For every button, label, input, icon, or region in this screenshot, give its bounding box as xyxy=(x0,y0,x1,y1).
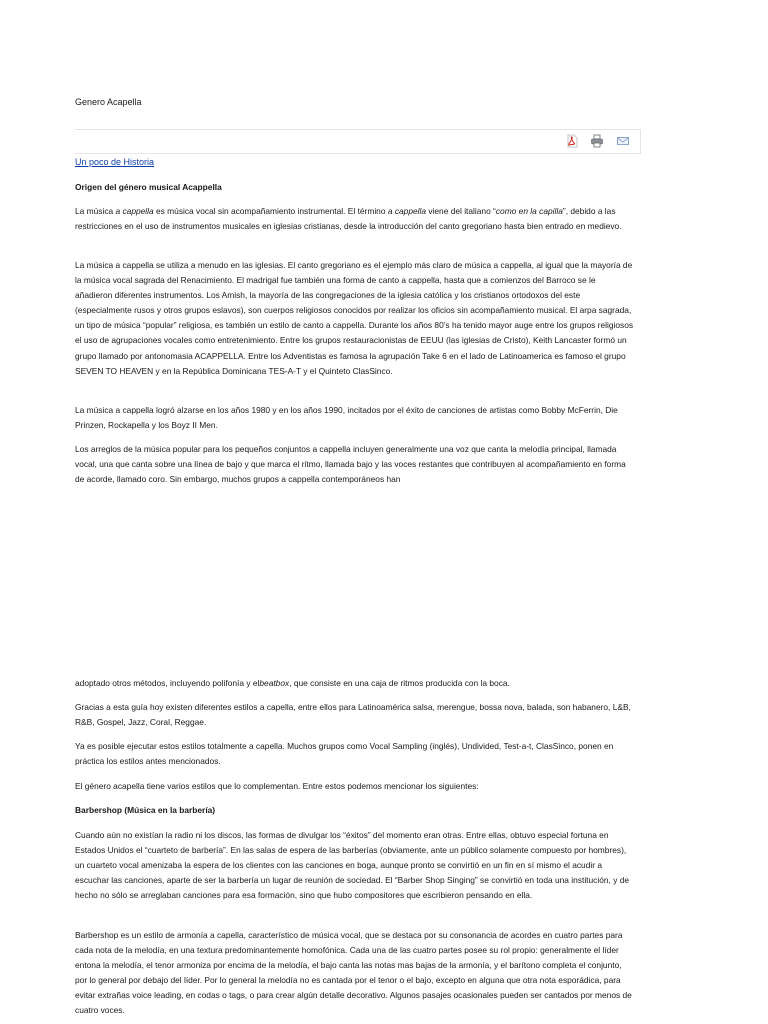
paragraph-1: La música a cappella es música vocal sin acompañamiento instrumental. El término a cappella viene del italiano “como en la capilla”, debido a las restricciones en el uso de instrumentos musicales en iglesias cristianas, desde la introducción del canto gregoriano hasta bien entrado en medievo. xyxy=(75,206,622,232)
pdf-icon[interactable] xyxy=(565,134,579,148)
heading-barbershop: Barbershop (Música en la barbería) xyxy=(75,805,216,815)
paragraph-6: Gracias a esta guía hoy existen diferentes estilos a capella, entre ellos para Latinoamérica salsa, merengue, bossa nova, balada, son habanero, L&B, R&B, Gospel, Jazz, Coral, Reggae. xyxy=(75,702,631,728)
paragraph-3: La música a cappella logró alzarse en los años 1980 y en los años 1990, incitados por el éxito de canciones de artistas como Bobby McFerrin, Die Prinzen, Rockapella y los Boyz II Men. xyxy=(75,405,618,431)
paragraph-10: Barbershop es un estilo de armonía a capella, característico de música vocal, que se destaca por su consonancia de acordes en cuatro partes para cada nota de la melodía, en una textura predominantemente homofónica. Cada una de las cuatro partes posee su rol propio: generalmente el líder entona la melodía, el tenor armoniza por encima de la melodía, el bajo canta las notas mas bajas de la armonía, y el barítono completa el conjunto, por lo general por debajo del líder. Por lo general la melodía no es cantada por el tenor o el bajo, excepto en alguna que otra nota esporádica, para evitar extrañas voice leading, en codas o tags, o para crear algún detalle decorativo. Algunos pasajes ocasionales pueden ser cantados por menos de cuatro voces. xyxy=(75,930,632,1016)
print-icon[interactable] xyxy=(590,134,604,148)
document-title: Genero Acapella xyxy=(75,97,142,107)
paragraph-4: Los arreglos de la música popular para los pequeños conjuntos a cappella incluyen generalmente una voz que canta la melodía principal, llamada vocal, una que canta sobre una línea de bajo y que marca el ritmo, llamada bajo y las voces restantes que contribuyen al acompañamiento en forma de acorde, llamado coro. Sin embargo, muchos grupos a cappella contemporáneos han xyxy=(75,444,626,485)
paragraph-8: El género acapella tiene varios estilos que lo complementan. Entre estos podemos mencionar los siguientes: xyxy=(75,781,479,791)
heading-origin: Origen del género musical Acappella xyxy=(75,182,222,192)
email-icon[interactable] xyxy=(616,134,630,148)
paragraph-9: Cuando aún no existían la radio ni los discos, las formas de divulgar los “éxitos” del momento eran otras. Entre ellas, obtuvo especial fortuna en Estados Unidos el “cuarteto de barbería”. En las salas de espera de las barberías (obviamente, ante un público solamente compuesto por hombres), un cuarteto vocal amenizaba la espera de los clientes con las canciones en boga, aunque pronto se convirtió en un fin en sí mismo el acudir a escuchar las canciones, aparte de ser la barbería un lugar de reunión de sociedad. El “Barber Shop Singing” se convirtió en toda una institución, y de hecho no sólo se arreglaban canciones para esa formación, sino que hubo compositores que escribieron pensando en ella. xyxy=(75,830,630,901)
paragraph-5: adoptado otros métodos, incluyendo polifonía y elbeatbox, que consiste en una caja de ritmos producida con la boca. xyxy=(75,678,510,688)
blank-space xyxy=(75,490,635,670)
paragraph-2: La música a cappella se utiliza a menudo en las iglesias. El canto gregoriano es el ejemplo más claro de música a cappella, al igual que la mayoría de la música vocal sagrada del Renacimiento. El madrigal fue también una forma de canto a cappella, hasta que a comienzos del Barroco se le añadieron diferentes instrumentos. Los Amish, la mayoría de las congregaciones de la iglesia católica y los cristianos ortodoxos del este (especialmente rusos y otros grupos eslavos), son cuerpos religiosos conocidos por realizar los oficios sin acompañamiento musical. El arpa sagrada, un tipo de música “popular” religiosa, es también un estilo de canto a cappella. Durante los años 80’s ha tenido mayor auge entre los grupos religiosos el uso de agrupaciones vocales como entretenimiento. Entre los grupos restauracionistas de EEUU (las iglesias de Cristo), Keith Lancaster formó un grupo llamado por antonomasia ACAPPELLA. Entre los Adventistas es famosa la agrupación Take 6 en el lado de Latinoamerica es famoso el grupo SEVEN TO HEAVEN y en la República Dominicana TES-A-T y el Quinteto ClasSinco. xyxy=(75,260,634,376)
paragraph-7: Ya es posible ejecutar estos estilos totalmente a capella. Muchos grupos como Vocal Sampling (inglés), Undivided, Test-a-t, ClasSinco, ponen en práctica los estilos antes mencionados. xyxy=(75,741,614,767)
section-link-historia[interactable]: Un poco de Historia xyxy=(75,157,155,167)
document-toolbar xyxy=(75,129,641,154)
